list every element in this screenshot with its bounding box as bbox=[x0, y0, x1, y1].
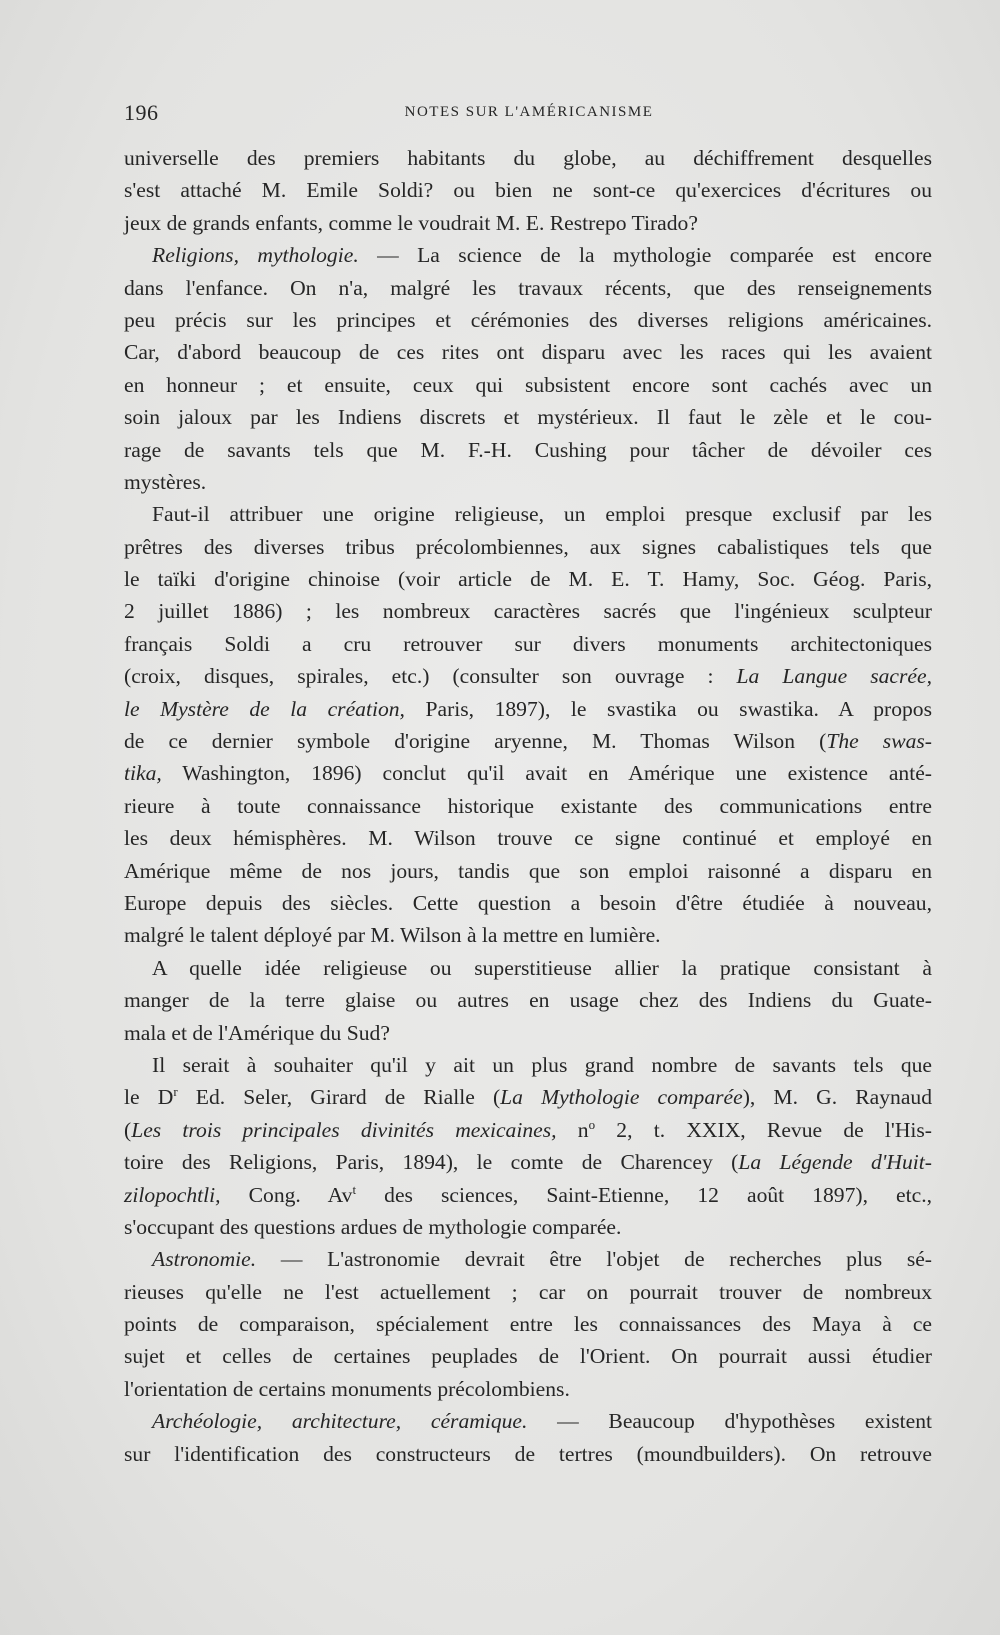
text-line: manger de la terre glaise ou autres en usage chez des Indiens du Guate- bbox=[124, 988, 932, 1013]
text-line: tika, Washington, 1896) conclut qu'il avait en Amérique une existence anté- bbox=[124, 761, 932, 786]
text-line: le $D^r$ Ed. Seler, Girard de Rialle (La Mythologie comparée), M. G. Raynaud bbox=[124, 1084, 933, 1110]
text-line: Car, d'abord beaucoup de ces rites ont disparu avec les races qui les avaient bbox=[124, 340, 932, 365]
text-line: Europe depuis des siècles. Cette question a besoin d'être étudiée à nouveau, bbox=[124, 890, 932, 915]
text-line: (Les trois principales divinités mexicaines, $n^o$ 2, t. XXIX, Revue de l'His- bbox=[124, 1116, 933, 1142]
text-line: soin jaloux par les Indiens discrets et mystérieux. Il faut le zèle et le cou- bbox=[124, 405, 932, 430]
text-line: Faut-il attribuer une origine religieuse, un emploi presque exclusif par les bbox=[152, 502, 932, 527]
text-line: mystères. bbox=[124, 469, 207, 494]
text-line: Archéologie, architecture, céramique. — Beaucoup d'hypothèses existent bbox=[152, 1409, 933, 1434]
text-line: rage de savants tels que M. F.-H. Cushing pour tâcher de dévoiler ces bbox=[124, 437, 932, 462]
text-line: A quelle idée religieuse ou superstitieuse allier la pratique consistant à bbox=[152, 955, 932, 980]
text-line: le Mystère de la création, Paris, 1897), le svastika ou swastika. A propos bbox=[124, 696, 932, 721]
text-line: (croix, disques, spirales, etc.) (consulter son ouvrage : La Langue sacrée, bbox=[124, 664, 932, 689]
text-line: Il serait à souhaiter qu'il y ait un plus grand nombre de savants tels que bbox=[152, 1052, 932, 1077]
text-line: en honneur ; et ensuite, ceux qui subsistent encore sont cachés avec un bbox=[124, 372, 932, 397]
text-line: sur l'identification des constructeurs de tertres (moundbuilders). On retrouve bbox=[124, 1441, 932, 1466]
text-line: français Soldi a cru retrouver sur divers monuments architectoniques bbox=[124, 631, 932, 656]
text-line: sujet et celles de certaines peuplades de l'Orient. On pourrait aussi étudier bbox=[124, 1344, 932, 1369]
text-line: l'orientation de certains monuments précolombiens. bbox=[124, 1376, 570, 1401]
text-line: s'occupant des questions ardues de mythologie comparée. bbox=[124, 1214, 622, 1239]
text-line: points de comparaison, spécialement entre les connaissances des Maya à ce bbox=[124, 1312, 932, 1337]
text-line: toire des Religions, Paris, 1894), le comte de Charencey (La Légende d'Huit- bbox=[124, 1150, 932, 1175]
text-line: prêtres des diverses tribus précolombiennes, aux signes cabalistiques tels que bbox=[124, 534, 932, 559]
text-line: Amérique même de nos jours, tandis que son emploi raisonné a disparu en bbox=[124, 858, 932, 883]
text-line: peu précis sur les principes et cérémonies des diverses religions américaines. bbox=[124, 307, 932, 332]
text-line: les deux hémisphères. M. Wilson trouve ce signe continué et employé en bbox=[124, 826, 932, 851]
text-line: dans l'enfance. On n'a, malgré les travaux récents, que des renseignements bbox=[124, 275, 932, 300]
text-line: rieuses qu'elle ne l'est actuellement ; car on pourrait trouver de nombreux bbox=[124, 1279, 932, 1304]
text-line: Astronomie. — L'astronomie devrait être l'objet de recherches plus sé- bbox=[152, 1247, 932, 1272]
text-line: rieure à toute connaissance historique existante des communications entre bbox=[124, 793, 932, 818]
text-line: malgré le talent déployé par M. Wilson à la mettre en lumière. bbox=[124, 923, 661, 948]
page-number: 196 bbox=[124, 100, 159, 125]
text-line: 2 juillet 1886) ; les nombreux caractères sacrés que l'ingénieux sculpteur bbox=[124, 599, 932, 624]
text-line: mala et de l'Amérique du Sud? bbox=[124, 1020, 390, 1045]
page-header bbox=[124, 100, 934, 130]
text-line: jeux de grands enfants, comme le voudrait M. E. Restrepo Tirado? bbox=[124, 210, 698, 235]
text-line: universelle des premiers habitants du globe, au déchiffrement desquelles bbox=[124, 146, 932, 170]
text-line: de ce dernier symbole d'origine aryenne, M. Thomas Wilson (The swas- bbox=[124, 729, 932, 754]
body-text bbox=[124, 142, 932, 1470]
text-line: le taïki d'origine chinoise (voir article de M. E. T. Hamy, Soc. Géog. Paris, bbox=[124, 567, 932, 592]
running-head: NOTES SUR L'AMÉRICANISME bbox=[404, 104, 654, 120]
text-line: s'est attaché M. Emile Soldi? ou bien ne sont-ce qu'exercices d'écritures ou bbox=[124, 178, 932, 203]
text-line: zilopochtli, Cong. Av$^t$ des sciences, Saint-Etienne, 12 août 1897), etc., bbox=[124, 1181, 932, 1207]
text-line: Religions, mythologie. — La science de la mythologie comparée est encore bbox=[152, 243, 932, 268]
